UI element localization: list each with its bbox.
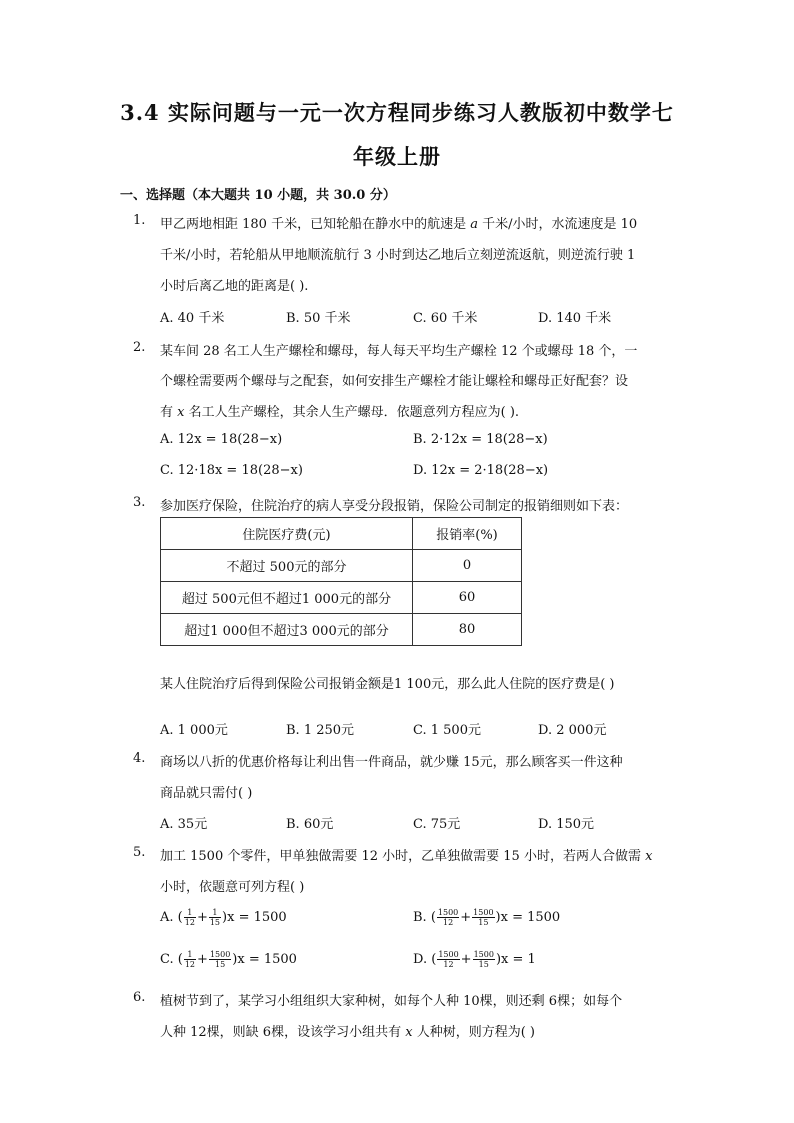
text: 人种树，则方程为( ) [416,1025,535,1040]
table-cell: 0 [413,550,522,582]
option-b: B. 1 250元 [286,723,355,738]
option-a: A. 12x = 18(28−x) [160,432,283,447]
question-text-line: 小时，依题意可列方程( ) [160,880,305,895]
table-cell: 不超过 500元的部分 [161,550,413,582]
denominator: 15 [478,960,489,969]
fraction [473,950,495,969]
denominator: 12 [442,918,454,927]
option-b: B. ( $\frac{1500}{12}$ + $\frac{1500}{15}$ )x = 1500 [413,908,561,927]
question-number: 5. [133,845,146,860]
page-title-line-1: 3.4 实际问题与一元一次方程同步练习人教版初中数学七 [120,100,674,125]
option-label: B. [413,910,427,925]
option-c: C. 1 500元 [413,723,481,738]
fraction [209,908,221,927]
table-header-cell: 报销率(%) [413,518,522,550]
question-text-line: 千米/小时，若轮船从甲地顺流航行 3 小时到达乙地后立刻逆流返航，则逆流行驶 1 [160,248,636,263]
option-d: D. 12x = 2·18(28−x) [413,463,549,478]
question-text-line: 某人住院治疗后得到保险公司报销金额是1 100元，那么此人住院的医疗费是( ) [160,677,615,692]
variable: x [405,1025,413,1040]
question-text-line [160,1021,535,1040]
denominator: 15 [215,960,226,969]
option-b: B. 2·12x = 18(28−x) [413,432,548,447]
option-a: A. 40 千米 [160,311,225,326]
option-c: C. ( $\frac{1}{12}$ + $\frac{1500}{15}$ )x = 1500 [160,950,297,969]
question-text-line: 小时后离乙地的距离是( ). [160,279,309,294]
numerator: 1500 [209,950,231,959]
numerator: 1500 [473,908,494,917]
question-text-line [160,401,519,420]
numerator: 1500 [438,950,459,959]
text: 名工人生产螺栓，其余人生产螺母．依题意列方程应为( ). [188,405,520,420]
question-text-line: 个螺栓需要两个螺母与之配套，如何安排生产螺栓才能让螺栓和螺母正好配套？设 [160,374,629,389]
page-title-line-2: 年级上册 [353,144,441,169]
numerator: 1500 [473,950,494,959]
denominator: 12 [443,960,454,969]
question-text-line: 商品就只需付( ) [160,786,253,801]
text: 千米/小时，水流速度是 10 [482,217,638,232]
denominator: 12 [184,918,195,927]
option-c: C. 60 千米 [413,311,478,326]
denominator: 15 [478,918,489,927]
text: 加工 1500 个零件，甲单独做需要 12 小时，乙单独做需要 15 小时，若两人合做需 [160,849,641,864]
text: 甲乙两地相距 180 千米，已知轮船在静水中的航速是 [160,217,467,232]
option-a: A. ( $\frac{1}{12}$ + $\frac{1}{15}$ )x = 1500 [160,908,287,927]
equation-rhs: x = 1500 [500,910,561,925]
table-row [161,550,522,582]
option-d: D. 140 千米 [538,311,612,326]
table-row [161,614,522,646]
question-text-line: 植树节到了，某学习小组组织大家种树，如每个人种 10棵，则还剩 6棵；如每个 [160,994,623,1009]
option-d: D. 2 000元 [538,723,607,738]
question-text-line: 某车间 28 名工人生产螺栓和螺母，每人每天平均生产螺栓 12 个或螺母 18 个，一 [160,344,638,359]
variable: x [645,849,653,864]
numerator: 1 [209,908,221,918]
numerator: 1 [184,950,196,960]
option-a: A. 35元 [160,817,208,832]
text: 人种 12棵，则缺 6棵，设该学习小组共有 [160,1025,402,1040]
question-text-line [160,213,637,232]
text: 有 [160,405,174,420]
table-cell: 80 [413,614,522,646]
section-header: 一、选择题（本大题共 10 小题，共 30.0 分） [120,188,396,203]
option-d: D. 150元 [538,817,595,832]
option-label: C. [160,952,174,967]
question-number: 6. [133,990,146,1005]
table-cell: 超过1 000但不超过3 000元的部分 [161,614,413,646]
option-b: B. 60元 [286,817,334,832]
denominator: 15 [209,918,221,927]
table-row [161,582,522,614]
question-number: 4. [133,751,146,766]
table-header-cell: 住院医疗费(元) [161,518,413,550]
variable: x [177,405,185,420]
option-b: B. 50 千米 [286,311,351,326]
question-number: 3. [133,495,146,510]
option-d: D. ( $\frac{1500}{12}$ + $\frac{1500}{15}$ )x = 1 [413,950,536,969]
question-number: 1. [133,213,146,228]
equation-rhs: x = 1500 [237,952,297,967]
variable: a [470,217,478,232]
reimbursement-table [160,517,522,646]
table-cell: 超过 500元但不超过1 000元的部分 [161,582,413,614]
question-text-line: 参加医疗保险，住院治疗的病人享受分段报销，保险公司制定的报销细则如下表： [160,499,629,514]
option-label: D. [413,952,428,967]
table-header-row [161,518,522,550]
fraction [209,950,231,969]
option-label: A. [160,910,174,925]
fraction [472,908,494,927]
numerator: 1500 [437,908,459,917]
option-a: A. 1 000元 [160,723,228,738]
question-number: 2. [133,340,146,355]
equation-rhs: x = 1500 [227,910,287,925]
fraction [184,908,196,927]
equation-rhs: x = 1 [501,952,536,967]
numerator: 1 [184,908,196,918]
fraction [437,950,459,969]
option-c: C. 75元 [413,817,461,832]
option-c: C. 12·18x = 18(28−x) [160,463,303,478]
fraction [437,908,459,927]
table-cell: 60 [413,582,522,614]
question-text-line [160,845,652,864]
question-text-line: 商场以八折的优惠价格每让利出售一件商品，就少赚 15元，那么顾客买一件这种 [160,755,623,770]
denominator: 12 [184,960,196,969]
fraction [184,950,196,969]
